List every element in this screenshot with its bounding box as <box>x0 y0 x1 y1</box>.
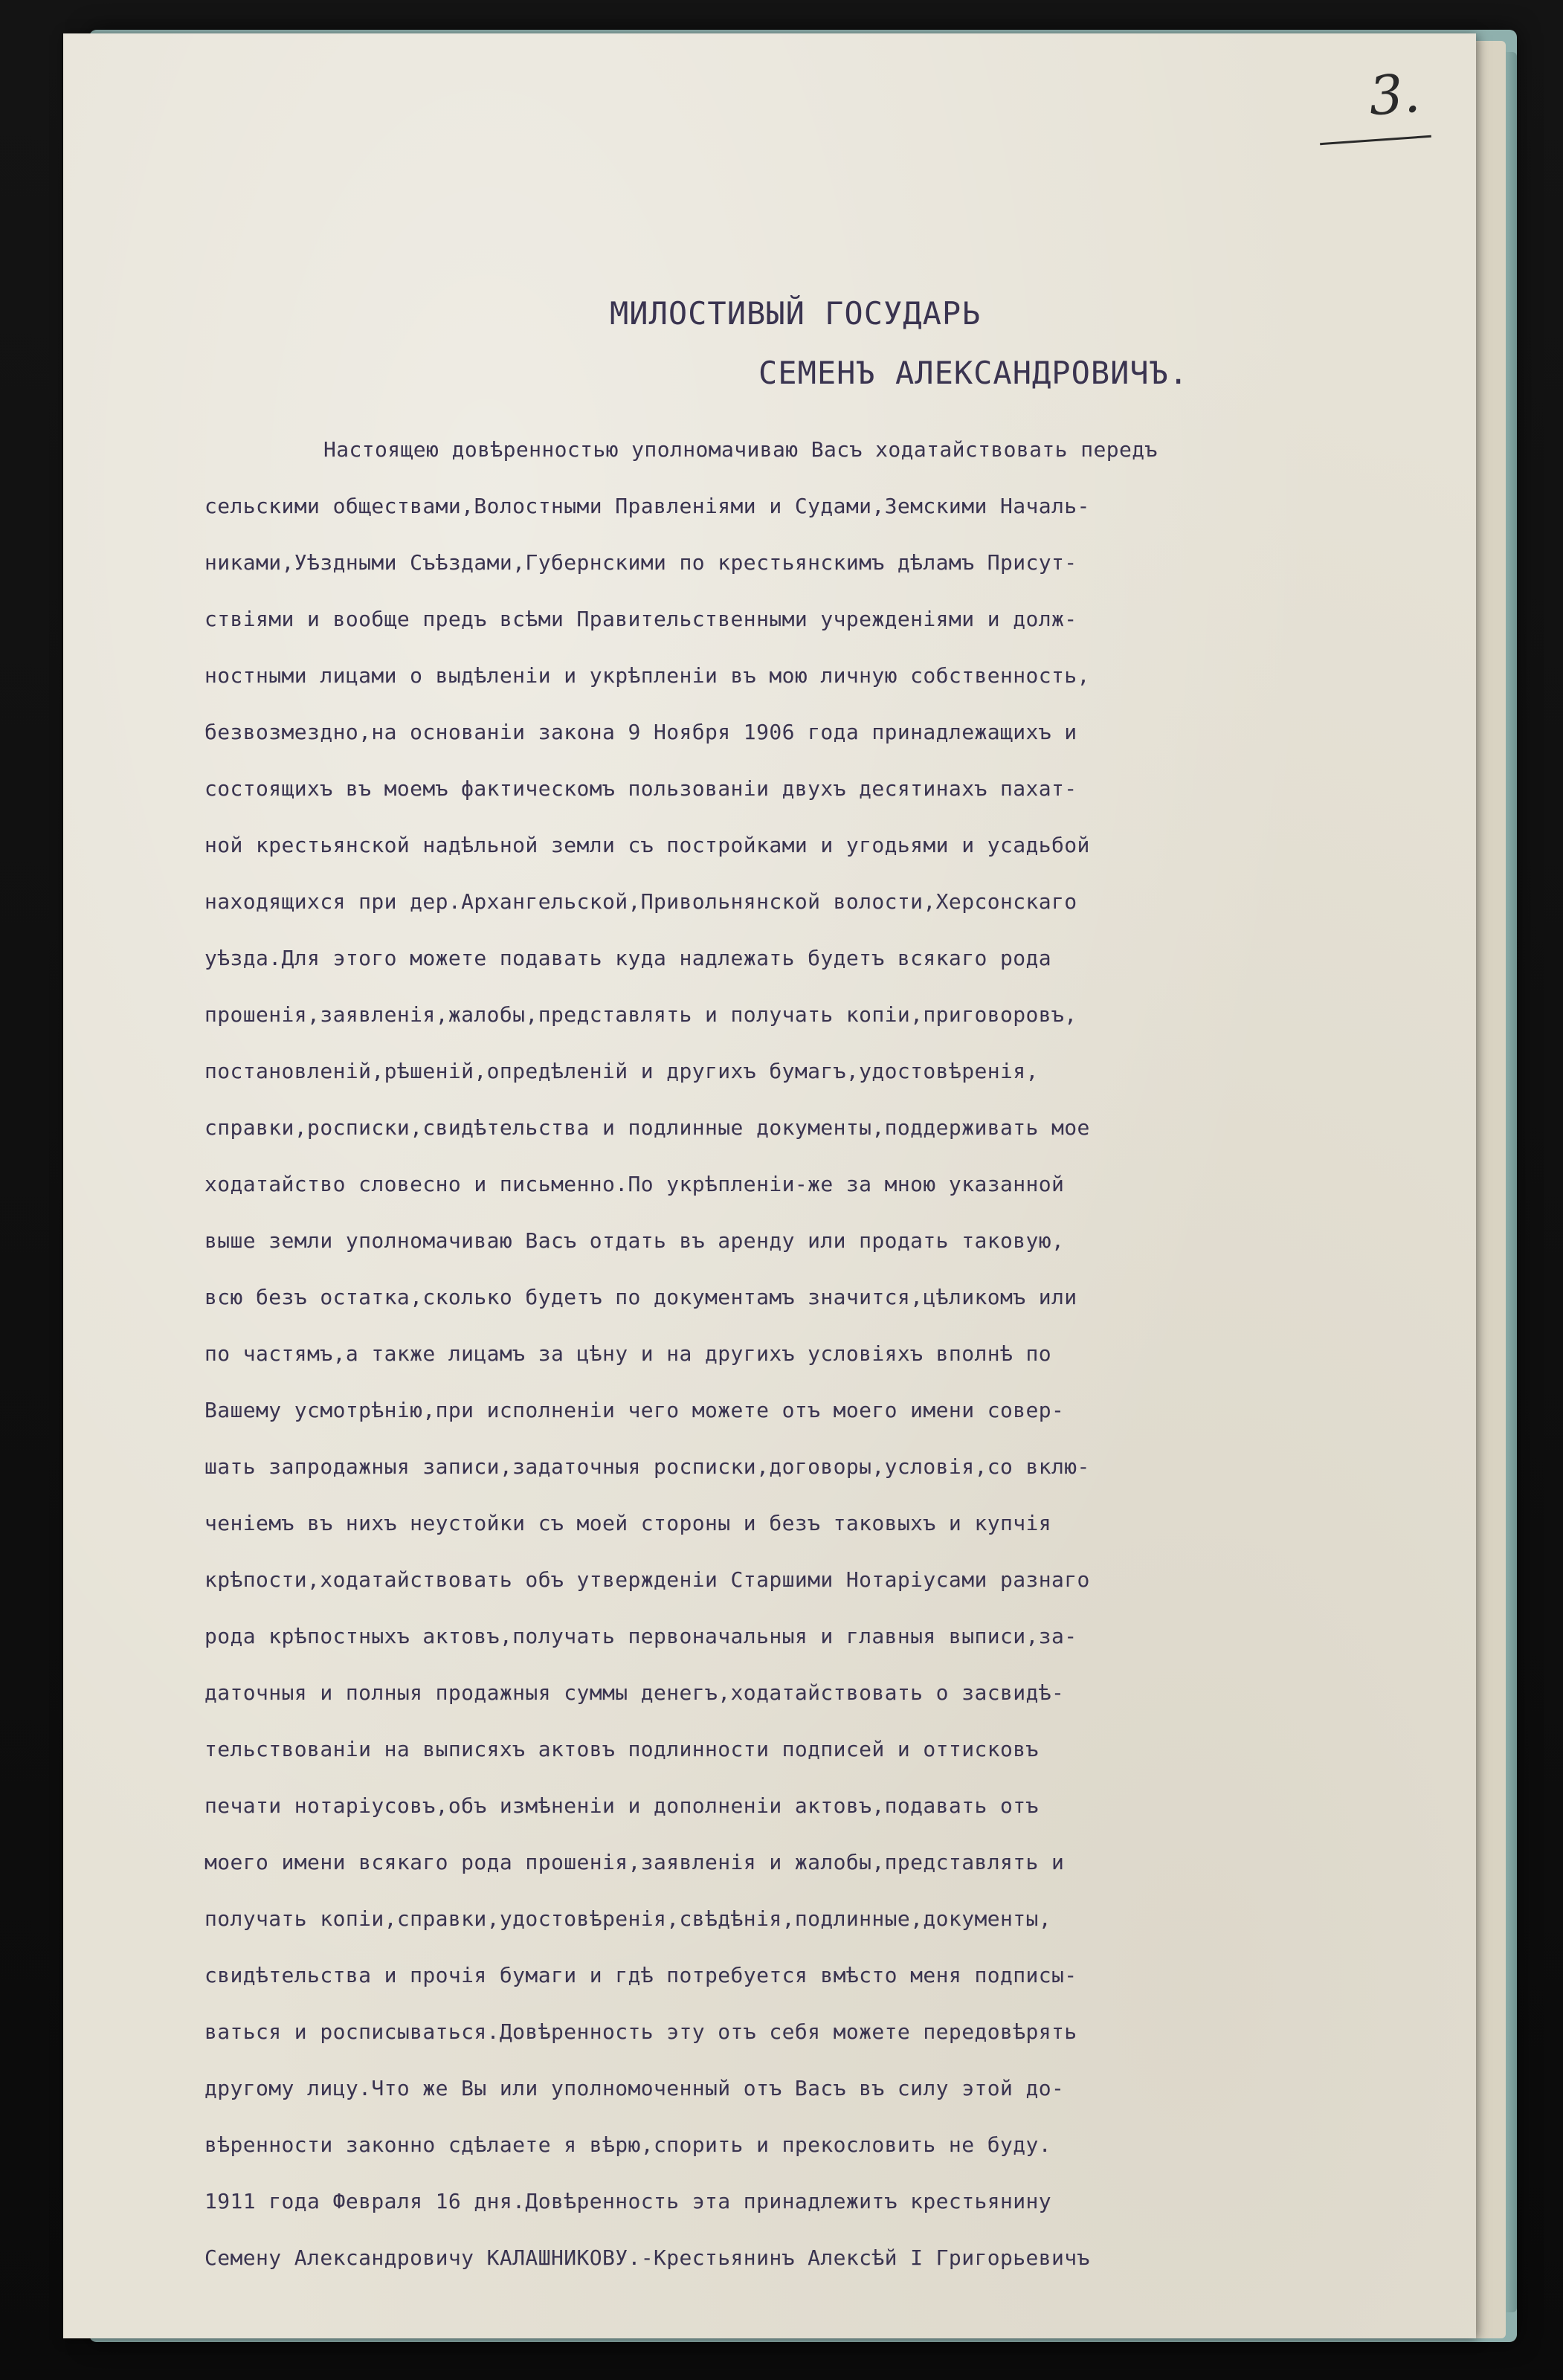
body-line: Настоящею довѣренностью уполномачиваю Васъ ходатайствовать передъ <box>323 437 1158 462</box>
body-line: состоящихъ въ моемъ фактическомъ пользованіи двухъ десятинахъ пахат- <box>204 776 1077 801</box>
typed-page <box>63 33 1476 2338</box>
body-line: ствіями и вообще предъ всѣми Правительственными учрежденіями и долж- <box>204 607 1077 631</box>
body-line: безвозмездно,на основаніи закона 9 Ноября 1906 года принадлежащихъ и <box>204 720 1077 744</box>
body-line: ходатайство словесно и письменно.По укрѣпленіи-же за мною указанной <box>204 1172 1065 1196</box>
body-line: справки,росписки,свидѣтельства и подлинные документы,поддерживать мое <box>204 1115 1090 1140</box>
body-line: Вашему усмотрѣнію,при исполненіи чего можете отъ моего имени совер- <box>204 1398 1065 1422</box>
body-line: всю безъ остатка,сколько будетъ по документамъ значится,цѣликомъ или <box>204 1285 1077 1309</box>
salutation-line-2: СЕМЕНЪ АЛЕКСАНДРОВИЧЪ. <box>758 355 1189 391</box>
body-line: ной крестьянской надѣльной земли съ постройками и угодьями и усадьбой <box>204 833 1090 857</box>
body-line: находящихся при дер.Архангельской,Привольнянской волости,Херсонскаго <box>204 889 1077 914</box>
body-line: прошенія,заявленія,жалобы,представлять и получать копіи,приговоровъ, <box>204 1002 1077 1027</box>
body-line: получать копіи,справки,удостовѣренія,свѣдѣнія,подлинные,документы, <box>204 1906 1051 1931</box>
body-line: моего имени всякаго рода прошенія,заявленія и жалобы,представлять и <box>204 1850 1065 1874</box>
body-line: ваться и росписываться.Довѣренность эту отъ себя можете передовѣрять <box>204 2019 1077 2044</box>
salutation-line-1: МИЛОСТИВЫЙ ГОСУДАРЬ <box>610 295 982 332</box>
letter-body <box>204 422 1469 2286</box>
body-line: вѣренности законно сдѣлаете я вѣрю,спорить и прекословить не буду. <box>204 2132 1051 2157</box>
body-line: 1911 года Февраля 16 дня.Довѣренность эта принадлежитъ крестьянину <box>204 2189 1051 2213</box>
body-line: тельствованіи на выписяхъ актовъ подлинности подписей и оттисковъ <box>204 1737 1039 1761</box>
body-line: сельскими обществами,Волостными Правленіями и Судами,Земскими Началь- <box>204 494 1090 518</box>
body-line: рода крѣпостныхъ актовъ,получать первоначальныя и главныя выписи,за- <box>204 1624 1077 1648</box>
body-line: по частямъ,а также лицамъ за цѣну и на другихъ условіяхъ вполнѣ по <box>204 1341 1051 1366</box>
body-line: свидѣтельства и прочія бумаги и гдѣ потребуется вмѣсто меня подписы- <box>204 1963 1077 1987</box>
body-line: ченіемъ въ нихъ неустойки съ моей стороны и безъ таковыхъ и купчія <box>204 1511 1051 1535</box>
body-line: постановленій,рѣшеній,опредѣленій и другихъ бумагъ,удостовѣренія, <box>204 1059 1039 1083</box>
folio-number: 3. <box>1367 61 1422 128</box>
body-line: печати нотаріусовъ,объ измѣненіи и дополненіи актовъ,подавать отъ <box>204 1793 1039 1818</box>
body-line: даточныя и полныя продажныя суммы денегъ,ходатайствовать о засвидѣ- <box>204 1680 1065 1705</box>
body-line: Семену Александровичу КАЛАШНИКОВУ.-Крестьянинъ Алексѣй I Григорьевичъ <box>204 2245 1090 2270</box>
body-line: никами,Уѣздными Съѣздами,Губернскими по крестьянскимъ дѣламъ Присут- <box>204 550 1077 575</box>
body-line: другому лицу.Что же Вы или уполномоченный отъ Васъ въ силу этой до- <box>204 2076 1065 2100</box>
body-line: выше земли уполномачиваю Васъ отдать въ аренду или продать таковую, <box>204 1228 1065 1253</box>
folio-underline <box>1320 135 1431 145</box>
body-line: шать запродажныя записи,задаточныя росписки,договоры,условія,со вклю- <box>204 1454 1090 1479</box>
body-line: крѣпости,ходатайствовать объ утвержденіи Старшими Нотаріусами разнаго <box>204 1567 1090 1592</box>
body-line: уѣзда.Для этого можете подавать куда надлежать будетъ всякаго рода <box>204 946 1051 970</box>
body-line: ностными лицами о выдѣленіи и укрѣпленіи въ мою личную собственность, <box>204 663 1090 688</box>
